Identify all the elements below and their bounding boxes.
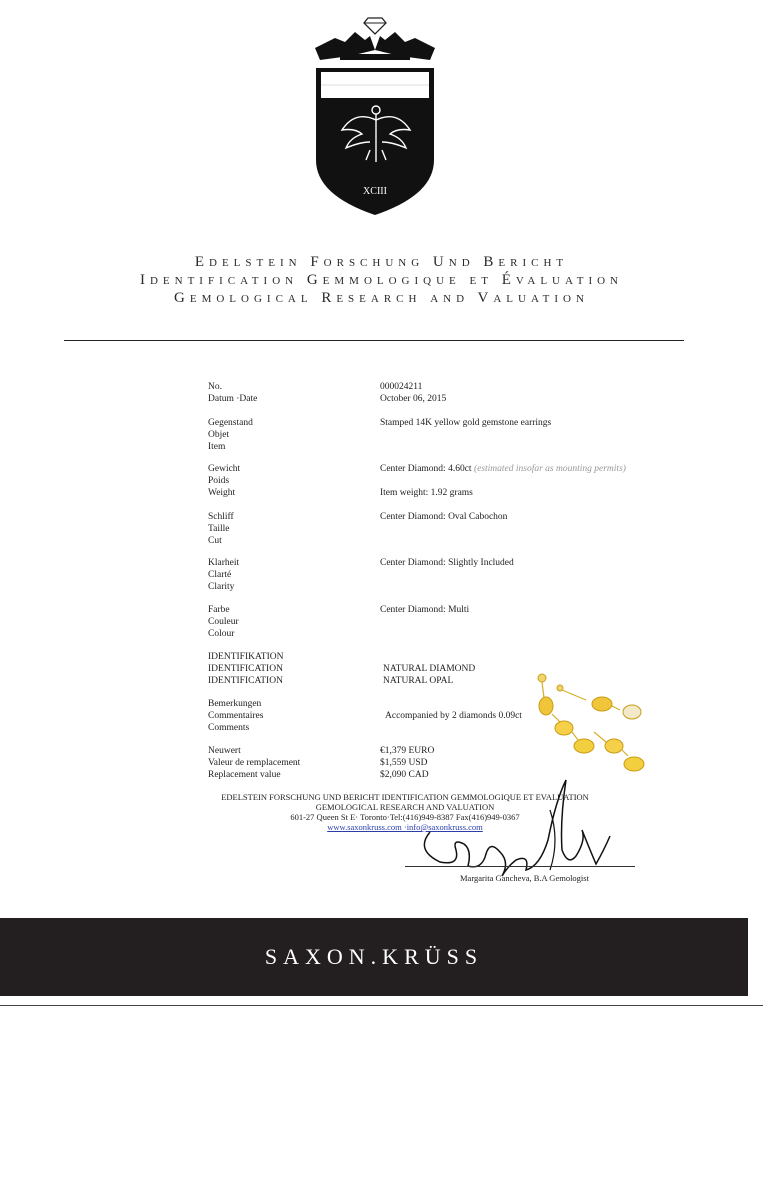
value-report-number: 000024211 [380, 382, 423, 392]
label-clarity-fr: Clarté [208, 570, 232, 580]
crest-roman-numeral: XCIII [363, 186, 387, 197]
label-no: No. [208, 382, 222, 392]
label-weight-fr: Poids [208, 476, 230, 486]
label-identification-fr: IDENTIFICATION [208, 664, 283, 674]
value-date: October 06, 2015 [380, 394, 447, 404]
signature-line [405, 866, 635, 867]
label-cut-en: Cut [208, 536, 222, 546]
label-comments-en: Comments [208, 723, 250, 733]
label-cut-de: Schliff [208, 512, 234, 522]
value-euro: €1,379 EURO [380, 746, 435, 756]
footer-line-1: EDELSTEIN FORSCHUNG UND BERICHT IDENTIFICATION GEMMOLOGIQUE ET EVALUATION [221, 792, 589, 802]
label-value-de: Neuwert [208, 746, 241, 756]
label-date: Datum ·Date [208, 394, 258, 404]
signature-name: Margarita Gancheva, B.A Gemologist [460, 873, 589, 883]
value-weight-center [380, 463, 626, 475]
footer-line-3: 601-27 Queen St E· Toronto·Tel:(416)949-8387 Fax(416)949-0367 [290, 812, 520, 822]
value-weight-center-text: Center Diamond: 4.60ct [380, 464, 472, 474]
label-colour-de: Farbe [208, 605, 230, 615]
header-title-english: Gemological Research and Valuation [174, 290, 589, 306]
value-clarity: Center Diamond: Slightly Included [380, 558, 514, 568]
label-cut-fr: Taille [208, 524, 230, 534]
value-weight-item: Item weight: 1.92 grams [380, 488, 473, 498]
signature-drawing [390, 770, 640, 890]
footer-link[interactable]: www.saxonkruss.com ·info@saxonkruss.com [327, 822, 483, 832]
label-weight-en: Weight [208, 488, 236, 498]
value-usd: $1,559 USD [380, 758, 428, 768]
header-title-french: Identification Gemmologique et Évaluation [139, 272, 623, 288]
label-clarity-en: Clarity [208, 582, 235, 592]
label-clarity-de: Klarheit [208, 558, 240, 568]
bottom-divider [0, 1005, 763, 1006]
label-weight-de: Gewicht [208, 464, 241, 474]
label-item-en: Item [208, 442, 226, 452]
label-value-fr: Valeur de remplacement [208, 758, 301, 768]
header-divider [64, 340, 684, 341]
earring-left [538, 674, 594, 753]
label-colour-fr: Couleur [208, 617, 239, 627]
label-identification-de: IDENTIFIKATION [208, 652, 284, 662]
value-cad: $2,090 CAD [380, 770, 429, 780]
value-comments: Accompanied by 2 diamonds 0.09ct [385, 711, 522, 721]
value-identification-diamond: NATURAL DIAMOND [383, 664, 476, 674]
label-value-en: Replacement value [208, 770, 281, 780]
value-weight-note: (estimated insofar as mounting permits) [473, 464, 626, 474]
label-item-fr: Objet [208, 430, 230, 440]
value-colour: Center Diamond: Multi [380, 605, 470, 615]
label-comments-fr: Commentaires [208, 711, 264, 721]
value-identification-opal: NATURAL OPAL [383, 676, 454, 686]
crest-wings [315, 32, 435, 60]
label-comments-de: Bemerkungen [208, 699, 262, 709]
label-identification-en: IDENTIFICATION [208, 676, 283, 686]
diamond-icon [364, 18, 386, 34]
brand-name: SAXON.KRÜSS [264, 944, 484, 969]
value-item: Stamped 14K yellow gold gemstone earrings [380, 418, 552, 428]
label-item-de: Gegenstand [208, 418, 253, 428]
earrings-photo [528, 670, 648, 780]
footer-line-2: GEMOLOGICAL RESEARCH AND VALUATION [315, 802, 495, 812]
header-title-german: Edelstein Forschung Und Bericht [194, 254, 569, 270]
crest-logo [310, 10, 440, 220]
label-colour-en: Colour [208, 629, 235, 639]
value-cut: Center Diamond: Oval Cabochon [380, 512, 508, 522]
